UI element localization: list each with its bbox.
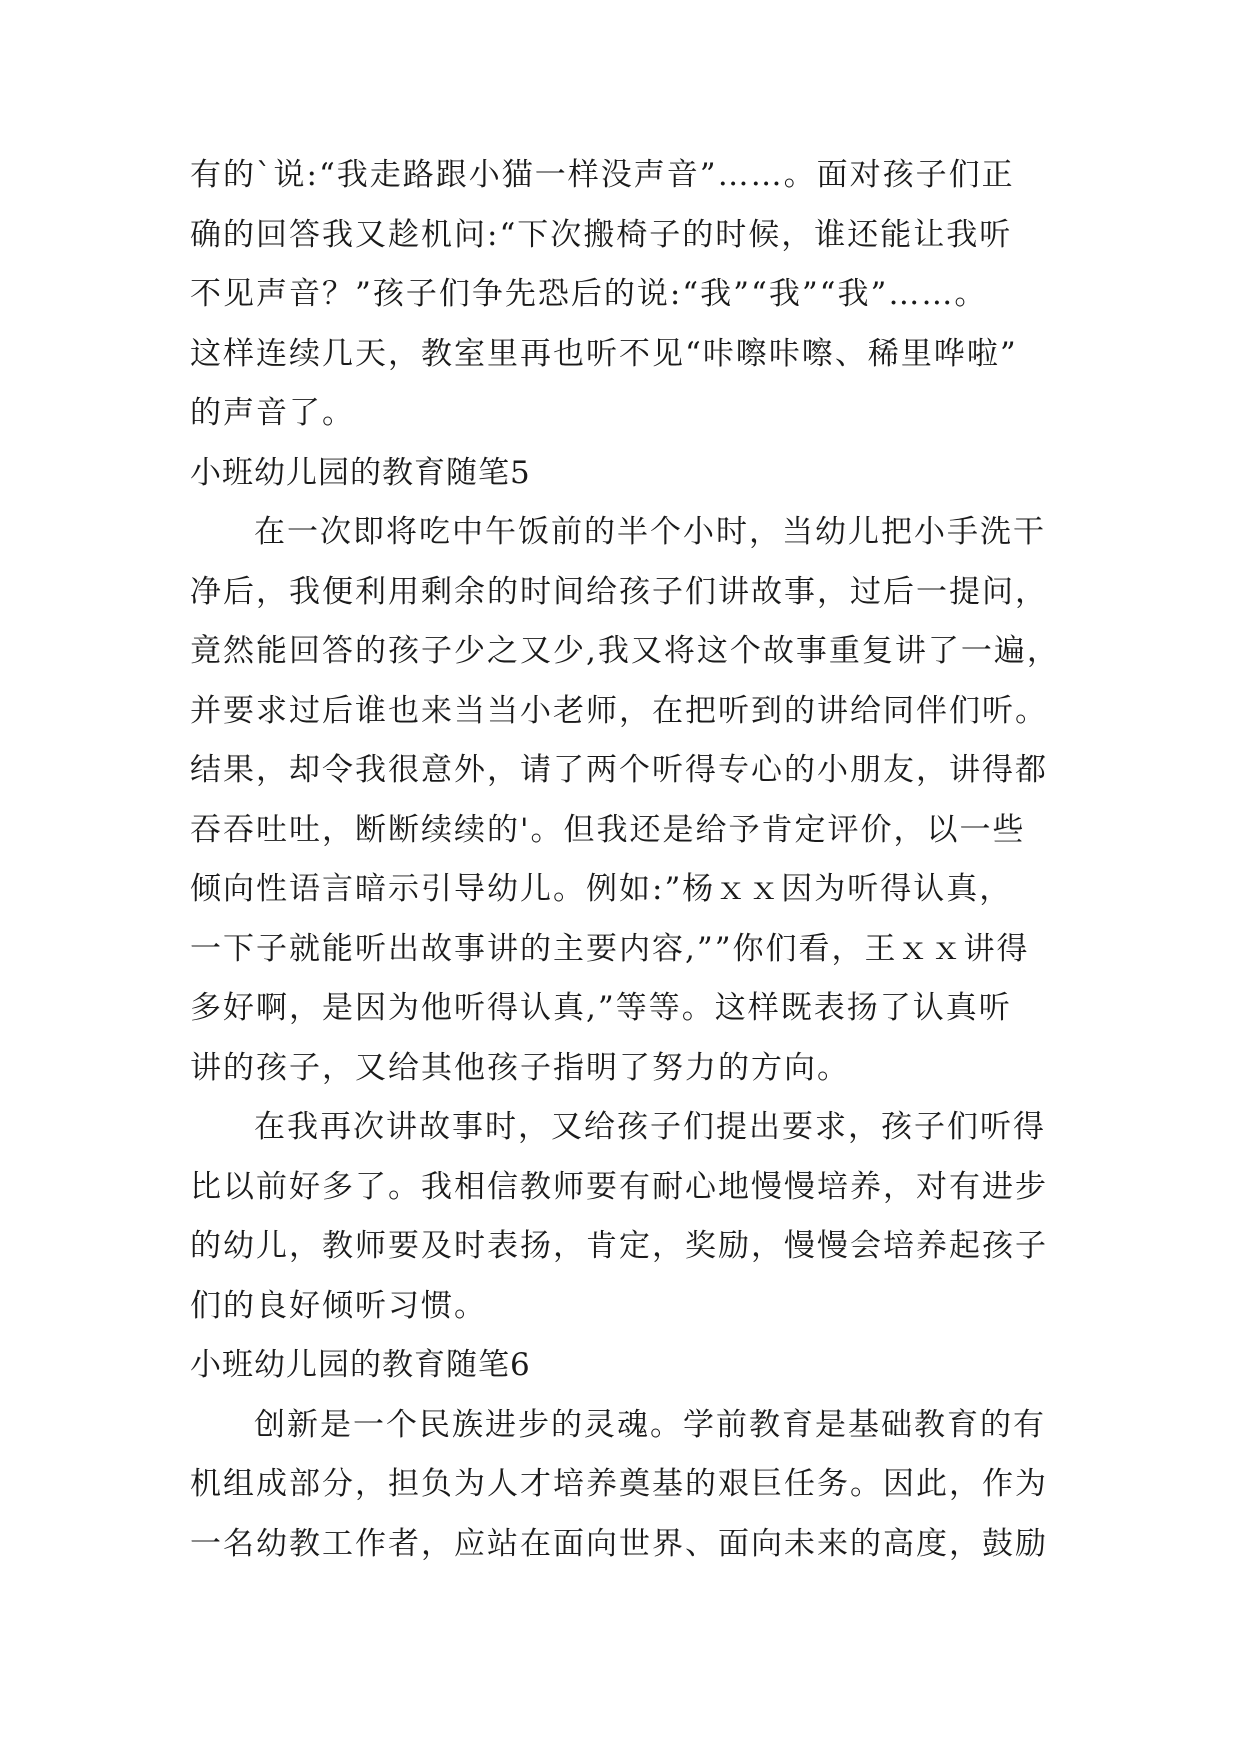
text-line: 比以前好多了。我相信教师要有耐心地慢慢培养，对有进步 [190, 1168, 1048, 1205]
text-line: 竟然能回答的孩子少之又少,我又将这个故事重复讲了一遍， [190, 633, 1060, 669]
text-line: 讲的孩子，又给其他孩子指明了努力的方向。 [190, 1049, 850, 1086]
text-line: 这样连续几天，教室里再也听不见“咔嚓咔嚓、稀里哗啦” [190, 335, 1018, 372]
text-line: 们的良好倾听习惯。 [190, 1287, 487, 1324]
paragraph-first-line: 在我再次讲故事时，又给孩子们提出要求，孩子们听得 [254, 1109, 1046, 1145]
paragraph-first-line: 在一次即将吃中午饭前的半个小时，当幼儿把小手洗干 [254, 514, 1046, 550]
text-line: 倾向性语言暗示引导幼儿。例如:”杨ｘｘ因为听得认真， [190, 871, 1013, 907]
section-heading: 小班幼儿园的教育随笔5 [190, 454, 531, 491]
paragraph-first-line: 创新是一个民族进步的灵魂。学前教育是基础教育的有 [254, 1406, 1046, 1443]
text-line: 吞吞吐吐，断断续续的'。但我还是给予肯定评价，以一些 [190, 811, 1026, 848]
document-body [190, 146, 1070, 1574]
text-line: 确的回答我又趁机问:“下次搬椅子的时候，谁还能让我听 [190, 216, 1013, 253]
text-line: 并要求过后谁也来当当小老师，在把听到的讲给同伴们听。 [190, 692, 1048, 729]
text-line: 有的`说:“我走路跟小猫一样没声音”……。面对孩子们正 [190, 157, 1015, 193]
text-line: 多好啊，是因为他听得认真,”等等。这样既表扬了认真听 [190, 990, 1012, 1026]
text-line: 不见声音？”孩子们争先恐后的说:“我”“我”“我”……。 [190, 276, 988, 312]
text-line: 一下子就能听出故事讲的主要内容,””你们看，王ｘｘ讲得 [190, 930, 1030, 967]
text-line: 净后，我便利用剩余的时间给孩子们讲故事，过后一提问， [190, 573, 1048, 610]
text-line: 的幼儿，教师要及时表扬，肯定，奖励，慢慢会培养起孩子 [190, 1228, 1048, 1264]
text-line: 结果，却令我很意外，请了两个听得专心的小朋友，讲得都 [190, 752, 1048, 788]
text-line: 机组成部分，担负为人才培养奠基的艰巨任务。因此，作为 [190, 1466, 1048, 1502]
text-line: 一名幼教工作者，应站在面向世界、面向未来的高度，鼓励 [190, 1525, 1048, 1562]
section-heading: 小班幼儿园的教育随笔6 [190, 1347, 531, 1383]
text-line: 的声音了。 [190, 395, 355, 431]
